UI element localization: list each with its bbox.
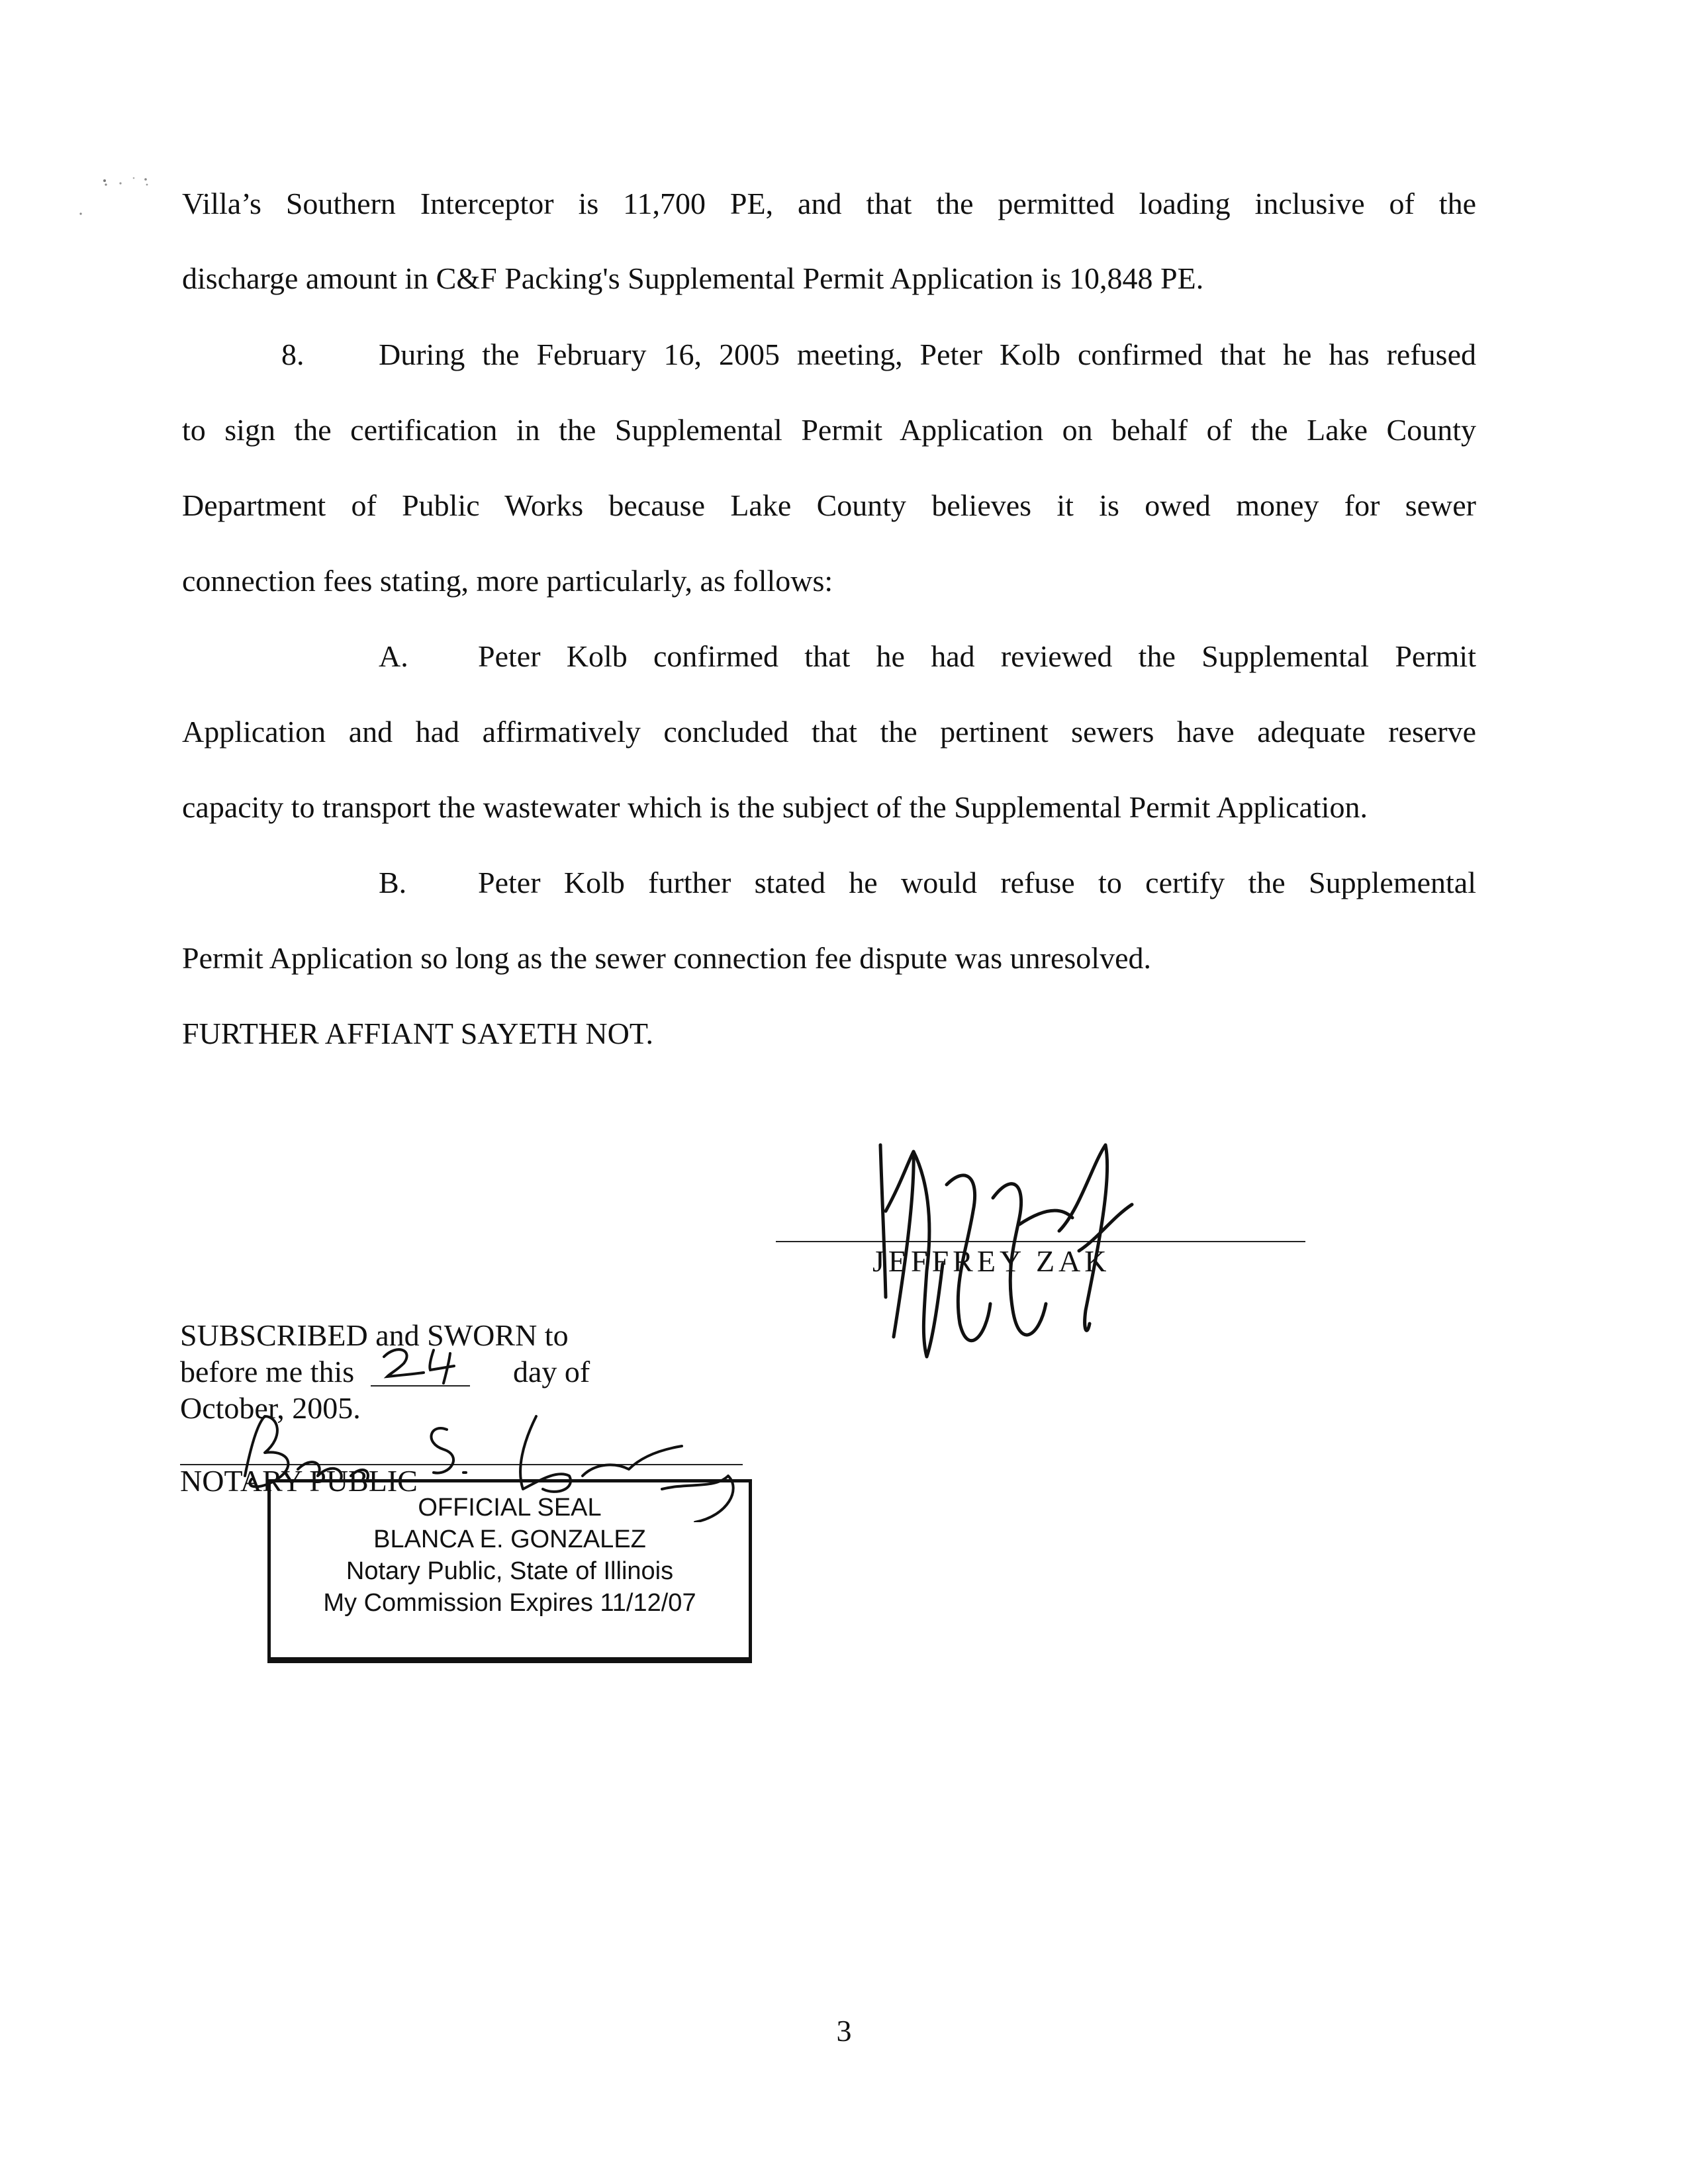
jurat-day-handwritten	[377, 1343, 470, 1390]
para-8-number: 8.	[281, 338, 305, 371]
closing-statement: FURTHER AFFIANT SAYETH NOT.	[182, 1017, 654, 1050]
item-a-line-3: capacity to transport the wastewater which is the subject of the Supplemental Permit Application.	[182, 790, 1368, 824]
para-8-line-2: to sign the certification in the Supplemental Permit Application on behalf of the Lake County	[182, 413, 1476, 447]
seal-commission: My Commission Expires 11/12/07	[323, 1589, 696, 1617]
item-b-line-1: Peter Kolb further stated he would refuse to certify the Supplemental	[478, 866, 1476, 899]
affiant-name: JEFFREY ZAK	[872, 1244, 1111, 1278]
jurat-line-3: October, 2005.	[180, 1391, 361, 1425]
item-a-letter: A.	[379, 639, 408, 673]
item-b-line-2: Permit Application so long as the sewer connection fee dispute was unresolved.	[182, 941, 1151, 975]
seal-office: Notary Public, State of Illinois	[346, 1557, 674, 1585]
para-8-line-4: connection fees stating, more particularly, as follows:	[182, 564, 833, 598]
official-seal	[267, 1479, 752, 1663]
scan-specks	[73, 175, 179, 222]
item-a-line-1: Peter Kolb confirmed that he had reviewed the Supplemental Permit	[478, 639, 1476, 673]
seal-notary-name: BLANCA E. GONZALEZ	[373, 1525, 646, 1553]
notary-label: NOTARY PUBLIC	[180, 1464, 418, 1498]
jurat-line-2-before: before me this	[180, 1355, 355, 1388]
para-8-line-3: Department of Public Works because Lake County believes it is owed money for sewer	[182, 488, 1476, 522]
item-b-letter: B.	[379, 866, 407, 899]
page-number: 3	[836, 2014, 852, 2048]
jurat-line-2-after: day of	[513, 1355, 590, 1388]
para-top-line-1: Villa’s Southern Interceptor is 11,700 PE, and that the permitted loading inclusive of the	[182, 187, 1476, 220]
jurat-line-1: SUBSCRIBED and SWORN to	[180, 1318, 569, 1352]
item-a-line-2: Application and had affirmatively concluded that the pertinent sewers have adequate reserve	[182, 715, 1476, 749]
para-8-line-1: During the February 16, 2005 meeting, Peter Kolb confirmed that he has refused	[379, 338, 1476, 371]
seal-title: OFFICIAL SEAL	[418, 1494, 602, 1522]
para-top-line-2: discharge amount in C&F Packing's Supplemental Permit Application is 10,848 PE.	[182, 261, 1204, 295]
affiant-signature	[861, 1138, 1178, 1370]
